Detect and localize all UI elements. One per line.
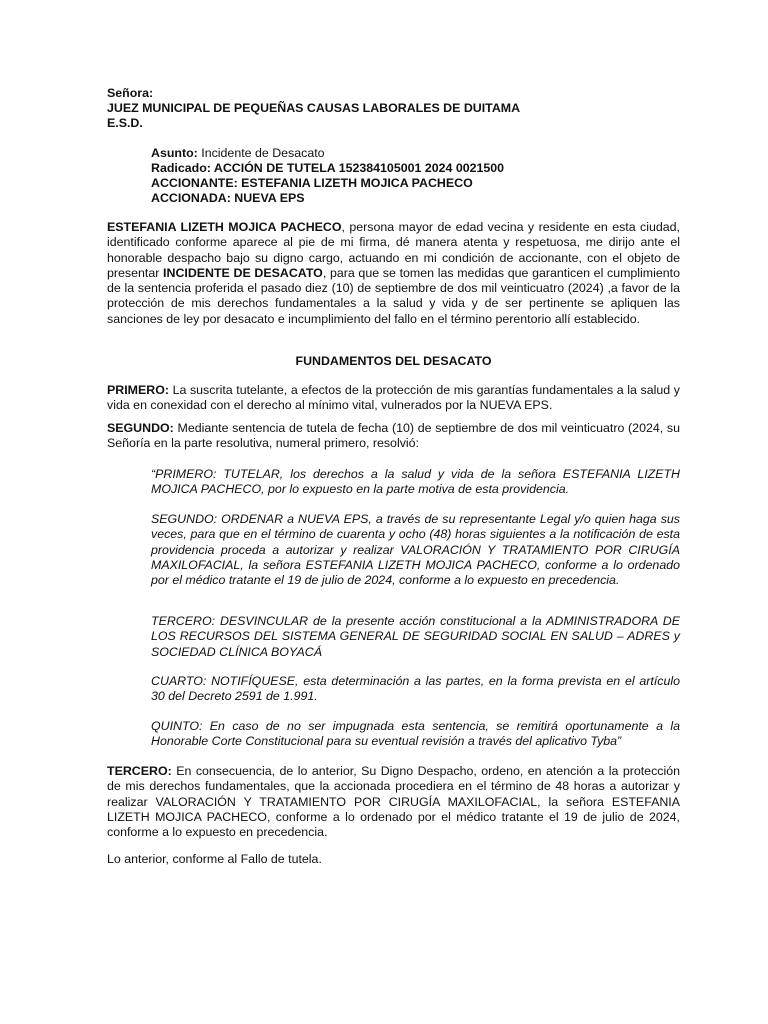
accionada-line: ACCIONADA: NUEVA EPS bbox=[151, 191, 305, 205]
intro-paragraph bbox=[107, 220, 680, 327]
tercero-text: En consecuencia, de lo anterior, Su Digno Despacho, ordeno, en atención a la protección de mis derechos fundamentales, que la accionada procediera en el término de 48 horas a autorizar y realizar VALORACIÓN Y TRATAMIENTO POR CIRUGÍA MAXILOFACIAL, la señora ESTEFANIA LIZETH MOJICA PACHECO, conforme a lo ordenado por el médico tratante el 19 de julio de 2024, conforme a lo expuesto en precedencia. bbox=[107, 764, 680, 840]
quote-primero: “PRIMERO: TUTELAR, los derechos a la salud y vida de la señora ESTEFANIA LIZETH MOJICA PACHECO, por lo expuesto en la parte motiva de esta providencia. bbox=[151, 467, 680, 497]
asunto-label: Asunto: bbox=[151, 146, 198, 160]
intro-incidente: INCIDENTE DE DESACATO bbox=[163, 265, 323, 280]
court-name: JUEZ MUNICIPAL DE PEQUEÑAS CAUSAS LABORALES DE DUITAMA bbox=[107, 101, 521, 115]
intro-text-1: , persona mayor de edad vecina y residente en esta ciudad, identificado conforme aparece al pie de mi firma, dé manera atenta y respetuosa, me dirijo ante el honorable despacho bajo su digno cargo, actuando en mi condición de accionante, con el objeto de presentar bbox=[107, 220, 681, 280]
accionante-line: ACCIONANTE: ESTEFANIA LIZETH MOJICA PACHECO bbox=[151, 176, 473, 190]
tercero-label: TERCERO: bbox=[107, 764, 172, 778]
primero-text: La suscrita tutelante, a efectos de la protección de mis garantías fundamentales a la salud y vida en conexidad con el derecho al mínimo vital, vulnerados por la NUEVA EPS. bbox=[107, 383, 680, 413]
primero-label: PRIMERO: bbox=[107, 383, 169, 397]
salutation: Señora: bbox=[107, 86, 154, 100]
quote-quinto: QUINTO: En caso de no ser impugnada esta sentencia, se remitirá oportunamente a la Honorable Corte Constitucional para su eventual revisión a través del aplicativo Tyba” bbox=[151, 719, 680, 749]
asunto-line bbox=[151, 146, 680, 161]
quote-tercero: TERCERO: DESVINCULAR de la presente acción constitucional a la ADMINISTRADORA DE LOS RECURSOS DEL SISTEMA GENERAL DE SEGURIDAD SOCIAL EN SALUD – ADRES y SOCIEDAD CLÍNICA BOYACÁ bbox=[151, 614, 680, 659]
intro-text-2: , para que se tomen las medidas que garanticen el cumplimiento de la sentencia proferida el pasado diez (10) de septiembre de dos mil veinticuatro (2024) ,a favor de la protección de mis derechos fundamentales a la salud y vida y de ser pertinente se apliquen las sanciones de ley por desacato e incumplimiento del fallo en el término perentorio allí establecido. bbox=[107, 265, 681, 326]
intro-name: ESTEFANIA LIZETH MOJICA PACHECO bbox=[107, 220, 342, 234]
radicado-line: Radicado: ACCIÓN DE TUTELA 152384105001 2024 0021500 bbox=[151, 161, 505, 175]
tercero-paragraph bbox=[107, 764, 680, 840]
segundo-label: SEGUNDO: bbox=[107, 421, 174, 435]
quote-cuarto: CUARTO: NOTIFÍQUESE, esta determinación a las partes, en la forma prevista en el artículo 30 del Decreto 2591 de 1.991. bbox=[151, 674, 680, 704]
segundo-text: Mediante sentencia de tutela de fecha (10) de septiembre de dos mil veinticuatro (2024, su Señoría en la parte resolutiva, numeral primero, resolvió: bbox=[107, 421, 680, 451]
section-title: FUNDAMENTOS DEL DESACATO bbox=[295, 354, 492, 368]
closing-line: Lo anterior, conforme al Fallo de tutela. bbox=[107, 852, 322, 866]
quote-segundo: SEGUNDO: ORDENAR a NUEVA EPS, a través de su representante Legal y/o quien haga sus veces, para que en el término de cuarenta y ocho (48) horas siguientes a la notificación de esta providencia proceda a autorizar y realizar VALORACIÓN Y TRATAMIENTO POR CIRUGÍA MAXILOFACIAL, la señora ESTEFANIA LIZETH MOJICA PACHECO, conforme a lo ordenado por el médico tratante el 19 de julio de 2024, conforme a lo expuesto en precedencia. bbox=[151, 512, 680, 588]
primero-paragraph bbox=[107, 383, 680, 414]
segundo-paragraph bbox=[107, 421, 680, 452]
asunto-value: Incidente de Desacato bbox=[197, 146, 325, 160]
esd-line: E.S.D. bbox=[107, 116, 143, 130]
